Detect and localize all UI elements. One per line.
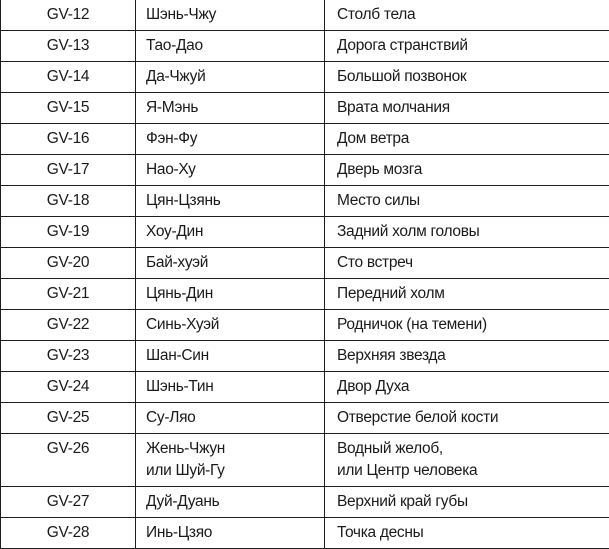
point-code-cell: GV-21 — [1, 279, 136, 310]
point-meaning-cell — [325, 403, 609, 434]
table-row — [1, 217, 609, 248]
point-name-cell — [136, 0, 325, 31]
table-row — [1, 248, 609, 279]
point-meaning-text: Передний холм — [337, 283, 599, 305]
point-name-text: Хоу-Дин — [146, 221, 314, 243]
point-name-text: Шан-Син — [146, 345, 314, 367]
point-name-text: Да-Чжуй — [146, 66, 314, 88]
point-meaning-cell — [325, 155, 609, 186]
point-name-cell — [136, 341, 325, 372]
point-code-cell: GV-19 — [1, 217, 136, 248]
table-row — [1, 186, 609, 217]
table-row — [1, 279, 609, 310]
point-meaning-cell — [325, 279, 609, 310]
point-name-cell — [136, 62, 325, 93]
point-code-cell: GV-23 — [1, 341, 136, 372]
point-name-text: Синь-Хуэй — [146, 314, 314, 336]
point-meaning-cell — [325, 62, 609, 93]
point-code-cell: GV-15 — [1, 93, 136, 124]
table-row — [1, 124, 609, 155]
point-name-text: Цянь-Дин — [146, 283, 314, 305]
point-name-text: Цян-Цзянь — [146, 190, 314, 212]
point-alt-meaning-text: или Центр человека — [337, 460, 599, 482]
table-row — [1, 0, 609, 31]
point-meaning-cell — [325, 93, 609, 124]
point-meaning-cell — [325, 248, 609, 279]
point-meaning-text: Врата молчания — [337, 97, 599, 119]
point-meaning-text: Отверстие белой кости — [337, 407, 599, 429]
point-name-cell — [136, 124, 325, 155]
point-name-cell — [136, 279, 325, 310]
point-meaning-cell — [325, 518, 609, 549]
point-name-cell — [136, 487, 325, 518]
point-name-text: Тао-Дао — [146, 35, 314, 57]
point-name-cell — [136, 248, 325, 279]
point-meaning-text: Столб тела — [337, 4, 599, 26]
point-name-text: Су-Ляо — [146, 407, 314, 429]
point-meaning-text: Точка десны — [337, 522, 599, 544]
table-row — [1, 155, 609, 186]
table-row — [1, 518, 609, 549]
point-meaning-text: Родничок (на темени) — [337, 314, 599, 336]
point-code-cell: GV-26 — [1, 434, 136, 487]
table-body — [1, 0, 609, 549]
point-meaning-cell — [325, 434, 609, 487]
point-code-cell: GV-18 — [1, 186, 136, 217]
point-name-text: Я-Мэнь — [146, 97, 314, 119]
point-name-text: Фэн-Фу — [146, 128, 314, 150]
table-row — [1, 341, 609, 372]
point-meaning-text: Задний холм головы — [337, 221, 599, 243]
table-row — [1, 487, 609, 518]
table-row — [1, 434, 609, 487]
point-meaning-cell — [325, 341, 609, 372]
point-meaning-cell — [325, 372, 609, 403]
point-name-text: Жень-Чжун — [146, 438, 314, 460]
point-meaning-text: Двор Духа — [337, 376, 599, 398]
point-meaning-text: Водный желоб, — [337, 438, 599, 460]
point-meaning-text: Большой позвонок — [337, 66, 599, 88]
point-code-cell: GV-25 — [1, 403, 136, 434]
point-code-cell: GV-14 — [1, 62, 136, 93]
table-row — [1, 62, 609, 93]
point-meaning-cell — [325, 0, 609, 31]
point-name-cell — [136, 518, 325, 549]
table-row — [1, 310, 609, 341]
table-row — [1, 93, 609, 124]
point-code-cell: GV-22 — [1, 310, 136, 341]
point-name-text: Инь-Цзяо — [146, 522, 314, 544]
table-row — [1, 372, 609, 403]
table-row — [1, 403, 609, 434]
point-code-cell: GV-20 — [1, 248, 136, 279]
point-name-text: Дуй-Дуань — [146, 491, 314, 513]
point-name-cell — [136, 310, 325, 341]
point-name-text: Шэнь-Чжу — [146, 4, 314, 26]
point-meaning-text: Верхний край губы — [337, 491, 599, 513]
point-code-cell: GV-27 — [1, 487, 136, 518]
point-name-cell — [136, 186, 325, 217]
point-meaning-cell — [325, 186, 609, 217]
point-meaning-text: Дом ветра — [337, 128, 599, 150]
point-name-text: Шэнь-Тин — [146, 376, 314, 398]
table-row — [1, 31, 609, 62]
point-name-text: Бай-хуэй — [146, 252, 314, 274]
point-alt-name-text: или Шуй-Гу — [146, 460, 314, 482]
point-code-cell: GV-24 — [1, 372, 136, 403]
point-meaning-text: Верхняя звезда — [337, 345, 599, 367]
point-code-cell: GV-17 — [1, 155, 136, 186]
point-name-cell — [136, 217, 325, 248]
point-name-cell — [136, 93, 325, 124]
point-name-cell — [136, 434, 325, 487]
point-meaning-text: Дверь мозга — [337, 159, 599, 181]
point-meaning-text: Дорога странствий — [337, 35, 599, 57]
point-name-cell — [136, 155, 325, 186]
point-meaning-cell — [325, 487, 609, 518]
point-name-cell — [136, 31, 325, 62]
point-meaning-text: Сто встреч — [337, 252, 599, 274]
point-name-cell — [136, 372, 325, 403]
point-code-cell: GV-12 — [1, 0, 136, 31]
point-code-cell: GV-16 — [1, 124, 136, 155]
point-name-text: Нао-Ху — [146, 159, 314, 181]
point-meaning-cell — [325, 310, 609, 341]
point-code-cell: GV-13 — [1, 31, 136, 62]
point-name-cell — [136, 403, 325, 434]
point-code-cell: GV-28 — [1, 518, 136, 549]
point-meaning-text: Место силы — [337, 190, 599, 212]
point-meaning-cell — [325, 217, 609, 248]
point-meaning-cell — [325, 124, 609, 155]
point-meaning-cell — [325, 31, 609, 62]
